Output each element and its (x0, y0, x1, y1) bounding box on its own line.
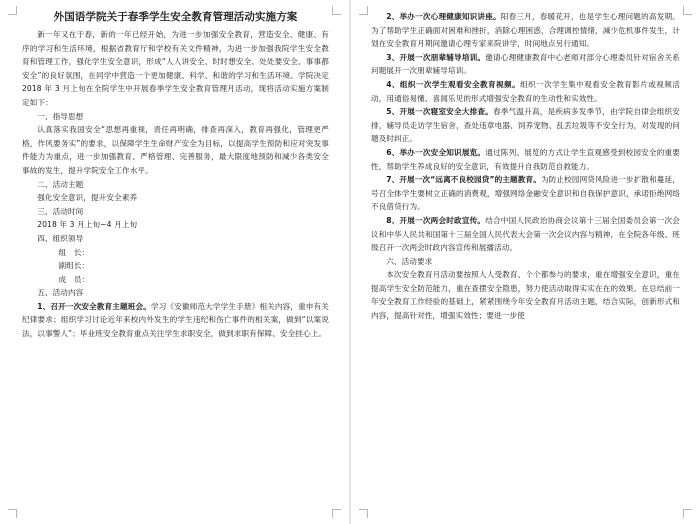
content-item-7-body: 为防止校园网贷风险进一步扩散和蔓延，号召全体学生要树立正确的消费观，增强网络金融安全意识和自我保护意识，承诺拒绝网络不良借贷行为。 (371, 175, 680, 212)
right-page (351, 0, 700, 524)
content-item-2 (371, 10, 680, 51)
crop-mark (683, 509, 692, 518)
content-item-3-body: 邀请心理健康教育中心老师对部分心理委员针对宿舍关系问题展开一次朋辈辅导培训。 (371, 52, 680, 76)
content-item-5 (371, 105, 680, 146)
content-item-5-title: 5、开展一次寝室安全大排查。 (386, 107, 494, 117)
content-item-4-title: 4、组织一次学生观看安全教育视频。 (386, 79, 521, 89)
content-item-8 (371, 214, 680, 255)
content-item-8-body: 结合中国人民政治协商会议第十三届全国委员会第一次会议和中华人民共和国第十三届全国人民代表大会第一次会议内容与精神，在全院各年级、班级召开一次两会时政内容宣传和展播活动。 (371, 215, 680, 253)
left-page (0, 0, 349, 524)
crop-mark (332, 509, 341, 518)
content-item-1-title: 1、召开一次安全教育主题班会。 (37, 301, 151, 311)
guiding-idea-paragraph: 认真落实我国安全“思想再重视，责任再明确，排查再深入，教育再强化，管理更严格，作风要务实”的要求，以保障学生生命财产安全为目标，以提高学生预防和应对突发事件能力为重点，进一步加强教育、严格管理、完善服务，最大限度地预防和减少各类安全事故的发生，提升学院安全工作水平。 (22, 125, 329, 175)
content-item-3 (371, 51, 680, 78)
content-item-1 (22, 300, 329, 341)
leader-label: 组 长： (58, 247, 90, 257)
crop-mark (332, 6, 341, 15)
content-item-6-body: 通过陈列、展览的方式让学生直观感受到校园安全的重要性，帮助学生养成良好的安全意识，有效提升自我防范自救能力。 (371, 147, 680, 171)
section-heading-leadership: 四、组织领导 (37, 233, 84, 243)
content-item-6 (371, 146, 680, 173)
crop-mark (359, 6, 368, 15)
crop-mark (359, 509, 368, 518)
left-page-content (22, 10, 329, 514)
section-heading-requirements: 六、活动要求 (386, 256, 433, 266)
section-heading-guiding-idea: 一、指导思想 (37, 111, 84, 121)
theme-text: 强化安全意识，提升安全素养 (37, 193, 138, 203)
section-heading-time: 三、活动时间 (37, 206, 84, 216)
document-title: 外国语学院关于春季学生安全教育管理活动实施方案 (53, 11, 298, 23)
intro-paragraph: 新一年又在于春，新的一年已经开始，为进一步加强安全教育，营造安全、健康、有序的学习和生活环境，根据省教育厅和学校有关文件精神，为进一步加强我院学生安全教育和管理工作，强化学生安全意识，形成“人人讲安全、时时想安全、处处要安全、事事都安全”的良好氛围，在同学中营造一个更加健康、科学、和谐的学习和生活环境。学院决定 2018 年 3 月上旬在全院学生中开展春季学生安全教育管理月活动，现将活动实施方案制定如下： (22, 30, 329, 107)
content-item-6-title: 6、举办一次安全知识展览。 (386, 147, 486, 157)
requirements-paragraph: 本次安全教育月活动要按照人人受教育、个个都参与的要求，重在增强安全意识，重在提高学生安全防范能力，重在查摆安全隐患，努力使活动取得实实在在的效果。在总结前一年安全教育工作经验的基础上，紧紧围绕今年安全教育月活动主题，结合实际，创新形式和内容，提高针对性，增强实效性；要进一步使 (371, 270, 680, 321)
content-item-8-title: 8、开展一次两会时政宣传。 (386, 215, 486, 225)
content-item-1-body: 学习《安徽师范大学学生手册》相关内容，重申有关纪律要求；组织学习讨论近年来校内外发生的学生违纪和伤亡事件的相关案，做到“以案说法，以事警人”；毕业班安全教育重点关注学生求职安全，做到求职有保障、安全挂心上。 (22, 301, 329, 339)
content-item-7-title: 7、开展一次“远离不良校园贷”的主题教育。 (386, 175, 541, 185)
crop-mark (8, 509, 17, 518)
content-item-4 (371, 78, 680, 105)
right-page-content (371, 10, 680, 514)
content-item-3-title: 3、开展一次朋辈辅导培训。 (386, 52, 486, 62)
content-item-5-body: 春季气温升高，是疾病多发季节，由学院自律会组织安排，辅导员走访学生宿舍，查处违章电器、饲养宠物、乱丢垃圾等不安全行为，对发现的问题及时纠正。 (371, 107, 680, 144)
crop-mark (8, 6, 17, 15)
section-heading-content: 五、活动内容 (37, 288, 84, 298)
content-item-4-body: 组织一次学生集中观看安全教育影片或视频活动，用通俗易懂、喜闻乐见的形式增强安全教育的生动性和实效性。 (371, 79, 680, 103)
content-item-2-body: 阳春三月，春暖花开，也是学生心理问题的高发期。为了帮助学生正确面对困难和挫折，消除心理困惑，合理调控情绪，减少危机事件发生，计划在安全教育月期间邀请心理专家来院讲学，时间地点另行通知。 (371, 12, 680, 49)
content-item-2-title: 2、举办一次心理健康知识讲座。 (386, 12, 501, 21)
deputy-leader-label: 副组长： (58, 261, 90, 271)
crop-mark (683, 6, 692, 15)
member-label: 成 员： (58, 274, 90, 284)
section-heading-theme: 二、活动主题 (37, 179, 84, 189)
content-item-7 (371, 173, 680, 214)
time-text: 2018 年 3 月上旬~4 月上旬 (37, 220, 138, 230)
